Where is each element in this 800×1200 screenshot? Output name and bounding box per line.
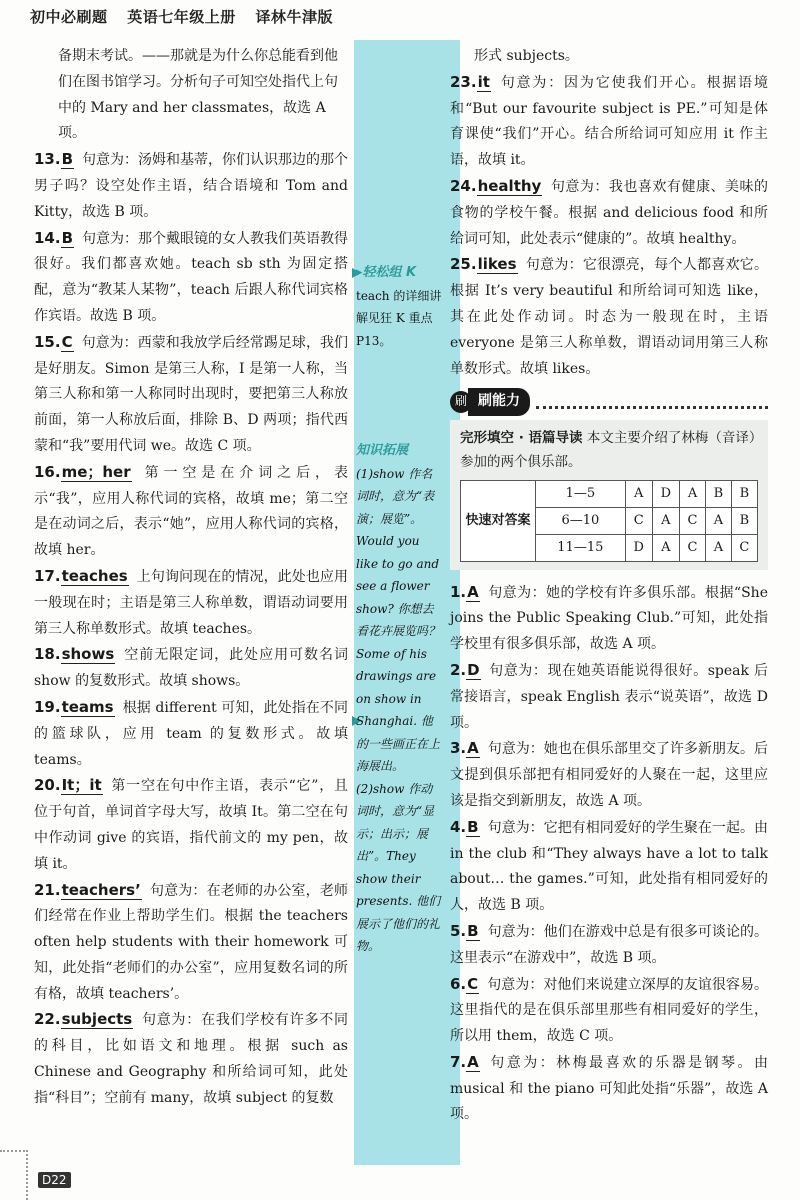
entry-answer: D bbox=[467, 660, 480, 679]
entry-number: 14. bbox=[34, 228, 61, 247]
entry-answer: A bbox=[467, 582, 479, 601]
answer-entry bbox=[450, 919, 768, 972]
entry-answer: B bbox=[467, 817, 479, 836]
entry-number: 6. bbox=[450, 974, 467, 993]
answer-entry bbox=[450, 252, 768, 382]
entry-number: 3. bbox=[450, 739, 467, 758]
entry-answer: healthy bbox=[477, 176, 542, 195]
quick-answer-label: 快速对答案 bbox=[461, 481, 536, 561]
entry-explanation: 句意为：对他们来说建立深厚的友谊很容易。这里指代的是在俱乐部里那些有相同爱好的学生，所以用 them，故选 C 项。 bbox=[450, 976, 768, 1045]
entry-answer: It；it bbox=[61, 776, 102, 795]
entry-number: 22. bbox=[34, 1010, 61, 1029]
answer-entry bbox=[34, 1007, 348, 1111]
answer-entry bbox=[34, 226, 348, 330]
cloze-summary-box bbox=[450, 420, 768, 569]
brush-icon: 刷 bbox=[450, 391, 472, 413]
answer-range: 6—10 bbox=[536, 507, 626, 534]
entry-explanation: 空前无限定词，此处应用可数名词 show 的复数形式。故填 shows。 bbox=[34, 647, 348, 690]
answer-entry bbox=[450, 736, 768, 814]
entry-explanation: 句意为：她也在俱乐部里交了许多新朋友。后文提到俱乐部把有相同爱好的人聚在一起，这里应该是指交到新朋友，故选 A 项。 bbox=[450, 741, 768, 809]
strip-tag: ▸轻松组 K bbox=[356, 265, 417, 280]
answer-entry bbox=[34, 773, 348, 877]
strip-note-show: (1)show 作名词时，意为“表演；展览”。Would you like to go and see a flower show? 你想去看花卉展览吗？Some of his drawings are on show in Shanghai. 他的一些画正在上海展出。(2)show 作动词时，意为“显示；出示；展出”。They show their presents. 他们展示了他们的礼物。 bbox=[356, 466, 441, 953]
entry-explanation: 上句询问现在的情况，此处也应用一般现在时；主语是第三人称单数，谓语动词要用第三人称单数形式。故填 teaches。 bbox=[34, 568, 348, 637]
strip-note-teach: teach 的详细讲解见狂 K 重点 P13。 bbox=[356, 288, 442, 348]
entry-explanation: 句意为：在我们学校有许多不同的科目，比如语文和地理。根据 such as Chinese and Geography 和所给词可知，此处指“科目”；空前有 many，故填 subject 的复数 bbox=[34, 1012, 348, 1106]
answer-entry bbox=[450, 70, 768, 174]
entry-number: 18. bbox=[34, 645, 61, 664]
entry-answer: teachers’ bbox=[61, 880, 141, 899]
answer-cell: C bbox=[625, 507, 652, 534]
page-number: D22 bbox=[38, 1172, 71, 1188]
entry-number: 5. bbox=[450, 921, 467, 940]
entry-number: 4. bbox=[450, 817, 467, 836]
right-column bbox=[450, 44, 768, 1128]
entry-answer: C bbox=[467, 974, 479, 993]
section-divider bbox=[536, 396, 768, 409]
header-subject: 英语七年级上册 bbox=[127, 8, 236, 26]
entry-number: 7. bbox=[450, 1052, 467, 1071]
entry-explanation: 句意为：因为它使我们开心。根据语境和“But our favourite subject is PE.”可知是体育课使“我们”开心。结合所给词可知应用 it 作主语，故填 it。 bbox=[450, 74, 768, 169]
answer-entry bbox=[34, 564, 348, 642]
corner-dots bbox=[0, 1150, 28, 1200]
answer-entry bbox=[450, 658, 768, 736]
section-label: 刷能力 bbox=[468, 388, 530, 416]
entry-number: 21. bbox=[34, 880, 61, 899]
entry-answer: likes bbox=[477, 255, 517, 274]
entry-answer: B bbox=[61, 228, 74, 247]
answer-entry bbox=[34, 695, 348, 773]
answer-cell: B bbox=[706, 481, 732, 508]
answer-entry bbox=[34, 878, 348, 1008]
entry-explanation: 句意为：它把有相同爱好的学生聚在一起。由 in the club 和“They always have a lot to talk about… the games.”可知，此处指有相同爱好的人，故选 B 项。 bbox=[450, 819, 768, 914]
answer-range: 1—5 bbox=[536, 481, 626, 508]
entry-explanation: 句意为：那个戴眼镜的女人教我们英语教得很好。我们都喜欢她。teach sb sth 为固定搭配，意为“教某人某物”，teach 后跟人称代词宾格作宾语。故选 B 项。 bbox=[34, 230, 349, 324]
entry-answer: it bbox=[477, 72, 490, 91]
answer-entry bbox=[34, 642, 348, 695]
answer-cell: A bbox=[679, 481, 705, 508]
entry-number: 17. bbox=[34, 566, 61, 585]
entry-number: 23. bbox=[450, 72, 477, 91]
left-continuation: 备期末考试。——那就是为什么你总能看到他们在图书馆学习。分析句子可知空处指代上句中的 Mary and her classmates，故选 A 项。 bbox=[58, 48, 338, 142]
answer-entry bbox=[34, 330, 348, 460]
answer-entry bbox=[450, 972, 768, 1050]
entry-number: 25. bbox=[450, 255, 477, 274]
cloze-title bbox=[460, 426, 758, 474]
entry-explanation: 句意为：我也喜欢有健康、美味的食物的学校午餐。根据 and delicious food 和所给词可知，此处表示“健康的”。故填 healthy。 bbox=[450, 178, 768, 247]
entry-number: 2. bbox=[450, 660, 467, 679]
answer-entry bbox=[450, 815, 768, 919]
side-notes bbox=[356, 262, 444, 958]
answer-entry bbox=[450, 1050, 768, 1128]
answer-entry bbox=[34, 147, 348, 225]
entry-explanation: 句意为：现在她英语能说得很好。speak 后常接语言，speak English 表示“说英语”，故选 D 项。 bbox=[450, 662, 768, 731]
answer-cell: B bbox=[731, 481, 757, 508]
entry-explanation: 句意为：他们在游戏中总是有很多可谈论的。这里表示“在游戏中”，故选 B 项。 bbox=[450, 923, 768, 966]
entry-number: 19. bbox=[34, 697, 61, 716]
page-header bbox=[30, 6, 347, 27]
answer-cell: D bbox=[652, 481, 679, 508]
section-header bbox=[450, 388, 768, 416]
entry-answer: C bbox=[61, 332, 73, 351]
entry-number: 16. bbox=[34, 462, 61, 481]
entry-answer: B bbox=[467, 921, 479, 940]
entry-answer: subjects bbox=[61, 1010, 133, 1029]
answer-cell: A bbox=[652, 534, 679, 561]
answer-row bbox=[461, 481, 758, 508]
entry-answer: shows bbox=[61, 645, 115, 664]
answer-table bbox=[460, 480, 758, 561]
answer-entry bbox=[450, 580, 768, 658]
entry-explanation: 句意为：它很漂亮，每个人都喜欢它。根据 It’s very beautiful 和所给词可知选 like，其在此处作动词。时态为一般现在时，主语 everyone 是第三人称单数，谓语动词用第三人称单数形式。故填 likes。 bbox=[450, 257, 768, 377]
header-edition: 译林牛津版 bbox=[255, 8, 334, 26]
entry-number: 24. bbox=[450, 176, 477, 195]
entry-answer: teaches bbox=[61, 566, 128, 585]
answer-cell: A bbox=[706, 507, 732, 534]
entry-explanation: 句意为：西蒙和我放学后经常踢足球，我们是好朋友。Simon 是第三人称，I 是第一人称，当第三人称和第一人称同时出现时，要把第三人称放前面，第一人称放后面，排除 B、D 两项；指代西蒙和“我”要用代词 we。故选 C 项。 bbox=[34, 334, 348, 454]
entry-answer: B bbox=[61, 150, 74, 169]
entry-explanation: 第一空是在介词之后，表示“我”，应用人称代词的宾格，故填 me；第二空是在动词之后，表示“她”，应用人称代词的宾格，故填 her。 bbox=[34, 464, 348, 559]
answer-cell: A bbox=[652, 507, 679, 534]
header-book: 初中必刷题 bbox=[30, 8, 108, 26]
cloze-title-bold: 完形填空 · 语篇导读 bbox=[460, 430, 583, 447]
answer-cell: C bbox=[731, 534, 757, 561]
entry-explanation: 第一空在句中作主语，表示“它”，且位于句首，单词首字母大写，故填 It。第二空在句中作动词 give 的宾语，指代前文的 my pen，故填 it。 bbox=[34, 778, 348, 872]
entry-explanation: 句意为：林梅最喜欢的乐器是钢琴。由 musical 和 the piano 可知此处指“乐器”，故选 A 项。 bbox=[450, 1054, 768, 1123]
answer-cell: D bbox=[625, 534, 652, 561]
answer-entry bbox=[34, 460, 348, 564]
strip-title-knowledge: 知识拓展 bbox=[356, 443, 409, 458]
entry-explanation: 根据 different 可知，此处指在不同的篮球队，应用 team 的复数形式。故填 teams。 bbox=[34, 699, 348, 768]
entry-number: 15. bbox=[34, 332, 61, 351]
entry-number: 13. bbox=[34, 150, 61, 169]
entry-answer: A bbox=[467, 739, 479, 758]
answer-cell: C bbox=[679, 534, 705, 561]
entry-explanation: 句意为：汤姆和基蒂，你们认识那边的那个男子吗？设空处作主语，结合语境和 Tom and Kitty，故选 B 项。 bbox=[34, 152, 349, 220]
cloze-title-text: 本文主要介绍了林梅（音译）参加的两个俱乐部。 bbox=[460, 430, 756, 471]
right-continuation: 形式 subjects。 bbox=[474, 48, 579, 64]
answer-cell: A bbox=[625, 481, 652, 508]
answer-cell: B bbox=[731, 507, 757, 534]
entry-number: 1. bbox=[450, 582, 467, 601]
answer-entry bbox=[450, 174, 768, 252]
entry-answer: me；her bbox=[61, 462, 131, 481]
entry-answer: teams bbox=[61, 697, 114, 716]
answer-cell: A bbox=[706, 534, 732, 561]
entry-number: 20. bbox=[34, 776, 61, 795]
entry-explanation: 句意为：在老师的办公室，老师们经常在作业上帮助学生们。根据 the teachers often help students with their homework 可知，此处指“老师们的办公室”，应用复数名词的所有格，故填 teachers’。 bbox=[34, 882, 348, 1002]
left-column bbox=[34, 44, 349, 1112]
answer-range: 11—15 bbox=[536, 534, 626, 561]
answer-cell: C bbox=[679, 507, 705, 534]
entry-answer: A bbox=[467, 1052, 479, 1071]
entry-explanation: 句意为：她的学校有许多俱乐部。根据“She joins the Public Speaking Club.”可知，此处指学校里有很多俱乐部，故选 A 项。 bbox=[450, 584, 768, 653]
